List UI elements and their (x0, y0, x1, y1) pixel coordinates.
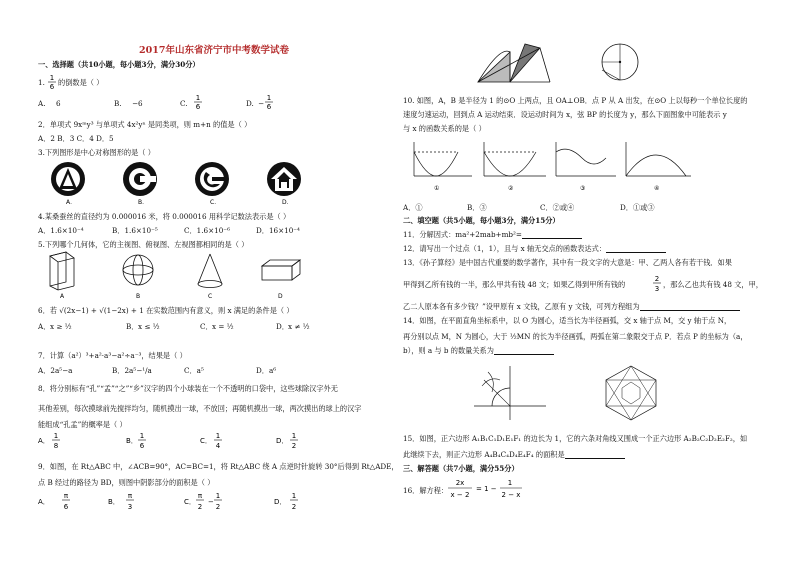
svg-text:2: 2 (654, 275, 660, 283)
svg-text:③: ③ (580, 185, 586, 192)
q7-opt-b: B．2a⁵−¹/a (112, 366, 152, 375)
svg-text:6: 6 (195, 103, 201, 111)
section-1-heading: 一、选择题（共10小题，每小题3分，满分30分） (38, 60, 200, 69)
q5-solids (40, 250, 310, 300)
page-title: 2017年山东省济宁市中考数学试卷 (139, 45, 289, 56)
q1-opt-d-fraction (264, 93, 274, 111)
q6-opt-c: x = ½ (212, 322, 234, 331)
q10-opt-a: A．① (403, 203, 423, 212)
question-3: 3.下列图形是中心对称图形的是（ ） (38, 148, 155, 157)
question-4: 4.某桑蚕丝的直径约为 0.000016 米，将 0.000016 用科学记数法表示是（ ） (38, 212, 291, 221)
svg-text:C．: C． (210, 199, 221, 206)
question-13-line-2b: ，那么乙也共有钱 48 文，甲， (663, 280, 763, 289)
q6-opt-c-label: C． (200, 322, 213, 331)
question-5: 5.下列哪个几何体，它的主视图、俯视图、左视图都相同的是（ ） (38, 240, 249, 249)
svg-text:6: 6 (49, 83, 55, 91)
svg-text:2: 2 (215, 503, 221, 511)
question-15-line-2: 此继续下去，则正六边形 A₄B₄C₄D₄E₄F₄ 的面积是 (403, 450, 625, 459)
graph-2 (484, 142, 546, 176)
q6-opt-b: x ≤ ½ (138, 322, 160, 331)
svg-text:A．: A． (38, 437, 50, 445)
svg-text:π: π (197, 492, 203, 500)
q10-opt-c: C．②或④ (540, 203, 575, 212)
q7-opt-d: D．a⁶ (256, 366, 277, 375)
question-15-line-1: 15．如图，正六边形 A₁B₁C₁D₁E₁F₁ 的边长为 1，它的六条对角线又围成一个正六边形 A₂B₂C₂D₂E₂F₂，如 (403, 434, 748, 443)
question-1: 1. (38, 78, 45, 87)
svg-text:A．: A． (66, 199, 77, 206)
cuboid-icon (262, 260, 300, 280)
q1-fraction (47, 73, 57, 91)
svg-text:1: 1 (49, 74, 55, 82)
q3-figures (40, 160, 310, 206)
question-9-line-1: 9．如图，在 Rt△ABC 中，∠ACB=90°，AC=BC=1，将 Rt△ABC 绕 A 点逆时针旋转 30°后得到 Rt△ADE， (38, 462, 399, 471)
q6-opt-a-label: A． (38, 322, 51, 331)
q7-opt-a: A．2a⁵−a (38, 366, 73, 375)
svg-text:4: 4 (215, 442, 221, 450)
cone-icon (198, 254, 222, 288)
question-14-line-3: b），则 a 与 b 的数量关系为 (403, 346, 554, 355)
svg-text:1: 1 (291, 492, 297, 500)
sphere-icon (123, 255, 153, 285)
q10-circle-figure (594, 38, 644, 88)
question-14-line-1: 14．如图，在平面直角坐标系中，以 O 为圆心，适当长为半径画弧，交 x 轴于点 M，交 y 轴于点 N， (403, 316, 732, 325)
svg-text:A: A (60, 293, 65, 300)
q6-opt-a: x ≥ ½ (50, 322, 72, 331)
svg-text:3: 3 (127, 503, 133, 511)
question-12: 12．请写出一个过点（1，1），且与 x 轴无交点的函数表达式： (403, 244, 666, 253)
svg-text:6: 6 (266, 103, 272, 111)
svg-text:8: 8 (53, 442, 59, 450)
q1-opt-a-label: A. (38, 99, 46, 108)
question-14-line-2: 再分别以点 M，N 为圆心，大于 ½MN 的长为半径画弧，两弧在第二象限交于点 P．若点 P 的坐标为（a， (403, 332, 748, 341)
q8-options (38, 430, 338, 452)
svg-text:= 1 −: = 1 − (476, 485, 497, 493)
graph-4 (626, 142, 691, 176)
svg-text:1: 1 (139, 432, 145, 440)
q4-opt-a: A．1.6×10⁻⁴ (38, 226, 84, 235)
question-8-line-1: 8．将分别标有“孔”“孟”“之”“乡”汉字的四个小球装在一个不透明的口袋中，这些球除汉字外无 (38, 384, 338, 393)
svg-text:6: 6 (63, 503, 69, 511)
svg-text:6: 6 (139, 442, 145, 450)
question-8-line-3: 能组成“孔孟”的概率是（ ） (38, 420, 127, 429)
q7-opt-c: C．a⁵ (184, 366, 204, 375)
q6-opt-d-label: D． (276, 322, 289, 331)
question-13-line-1: 13．《孙子算经》是中国古代重要的数学著作，其中有一段文字的大意是：甲、乙两人各有若干钱．如果 (403, 258, 732, 267)
svg-text:C: C (208, 293, 213, 300)
q1-opt-b: −6 (132, 99, 143, 108)
svg-text:B．: B． (126, 437, 138, 445)
svg-text:1: 1 (215, 432, 221, 440)
svg-text:B．: B． (138, 199, 149, 206)
svg-text:C．: C． (200, 437, 212, 445)
svg-text:π: π (127, 492, 133, 500)
question-8-line-2: 其他差别，每次摸球前先搅拌均匀，随机摸出一球，不放回；再随机摸出一球，两次摸出的球上的汉字 (38, 404, 362, 413)
logo-c-icon (195, 162, 229, 196)
q6-opt-d: x ≠ ½ (288, 322, 310, 331)
triangular-prism-icon (50, 252, 74, 290)
svg-text:B．: B． (108, 498, 120, 506)
q11-answer-blank[interactable] (522, 231, 582, 239)
q9-rotation-figure (470, 38, 570, 88)
svg-text:B: B (136, 293, 141, 300)
svg-text:1: 1 (215, 492, 221, 500)
question-10-line-3: 与 x 的函数关系的是（ ） (403, 124, 486, 133)
section-3-heading: 三、解答题（共7小题，满分55分） (403, 464, 519, 473)
svg-text:1: 1 (291, 432, 297, 440)
q4-opt-d: D．16×10⁻⁴ (256, 226, 300, 235)
q1-tail: 的倒数是（ ） (58, 78, 104, 87)
svg-text:x − 2: x − 2 (450, 491, 470, 499)
question-13-line-3: 乙二人原本各有多少钱？”设甲原有 x 文钱，乙原有 y 文钱，可列方程组为 (403, 302, 740, 311)
question-10-line-1: 10. 如图，A，B 是半径为 1 的⊙O 上两点，且 OA⊥OB．点 P 从 A 出发，在⊙O 上以每秒一个单位长度的 (403, 96, 748, 105)
q1-opt-d-minus: − (258, 99, 265, 108)
section-2-heading: 二、填空题（共5小题，每小题3分，满分15分） (403, 216, 560, 225)
q9-options (38, 490, 348, 514)
svg-text:2: 2 (291, 442, 297, 450)
graph-1 (414, 142, 472, 176)
q12-answer-blank[interactable] (606, 245, 666, 253)
svg-text:A．: A． (38, 498, 50, 506)
q16-equation (446, 476, 556, 502)
svg-text:π: π (63, 492, 69, 500)
q13-fraction (652, 273, 662, 293)
svg-text:3: 3 (654, 285, 660, 293)
svg-text:①: ① (434, 185, 440, 192)
question-6: 6．若 √(2x−1) + √(1−2x) + 1 在实数范围内有意义，则 x 满足的条件是（ ） (38, 306, 294, 315)
logo-d-icon (267, 162, 301, 196)
q10-graphs (406, 138, 696, 192)
svg-text:D．: D． (282, 199, 293, 206)
q4-opt-b: B．1.6×10⁻⁵ (112, 226, 158, 235)
svg-text:D．: D． (274, 498, 287, 506)
q10-opt-b: B．③ (467, 203, 487, 212)
q1-opt-c-fraction (193, 93, 203, 111)
q1-opt-d-label: D. (246, 99, 254, 108)
question-2: 2．单项式 9xᵐy³ 与单项式 4x²yⁿ 是同类项，则 m+n 的值是（ ） (38, 120, 252, 129)
q4-opt-c: C．1.6×10⁻⁶ (184, 226, 230, 235)
svg-text:1: 1 (53, 432, 59, 440)
question-16-label: 16．解方程： (403, 486, 449, 495)
q6-opt-b-label: B． (126, 322, 139, 331)
question-9-line-2: 点 B 经过的路径为 BD，则图中阴影部分的面积是（ ） (38, 478, 215, 487)
question-7: 7．计算（a²）³+a²·a³−a²÷a⁻³，结果是（ ） (38, 351, 187, 360)
svg-text:2: 2 (197, 503, 203, 511)
svg-text:−: − (208, 498, 214, 506)
q13-answer-blank[interactable] (640, 303, 740, 311)
q15-hexagon-figure (596, 362, 666, 424)
svg-text:②: ② (508, 185, 514, 192)
q10-opt-d: D．①或③ (620, 203, 655, 212)
question-13-line-2a: 甲得到乙所有钱的一半，那么甲共有钱 48 文；如果乙得到甲所有钱的 (403, 280, 626, 289)
svg-text:2: 2 (291, 503, 297, 511)
q2-options: A．2 B．3 C．4 D．5 (38, 134, 114, 143)
q1-opt-b-label: B. (114, 99, 122, 108)
svg-text:1: 1 (507, 479, 513, 487)
question-10-line-2: 速度匀速运动，回到点 A 运动结束．设运动时间为 x，弦 BP 的长度为 y，那么下面图象中可能表示 y (403, 110, 727, 119)
svg-text:2x: 2x (455, 479, 465, 487)
logo-b-icon (123, 162, 157, 196)
svg-text:D: D (278, 293, 283, 300)
svg-text:C．: C． (184, 498, 196, 506)
svg-text:D．: D． (276, 437, 289, 445)
q15-answer-blank[interactable] (565, 451, 625, 459)
svg-text:2 − x: 2 − x (501, 491, 521, 499)
svg-text:1: 1 (266, 94, 272, 102)
graph-3 (556, 142, 616, 176)
q14-coordinate-figure (470, 362, 550, 424)
svg-text:④: ④ (654, 185, 660, 192)
question-11: 11．分解因式：ma²+2mab+mb²= (403, 230, 582, 239)
q14-answer-blank[interactable] (494, 347, 554, 355)
ring-logo-a-icon (51, 162, 85, 196)
svg-text:1: 1 (195, 94, 201, 102)
q1-opt-a: 6 (56, 99, 61, 108)
q1-opt-c-label: C. (180, 99, 188, 108)
